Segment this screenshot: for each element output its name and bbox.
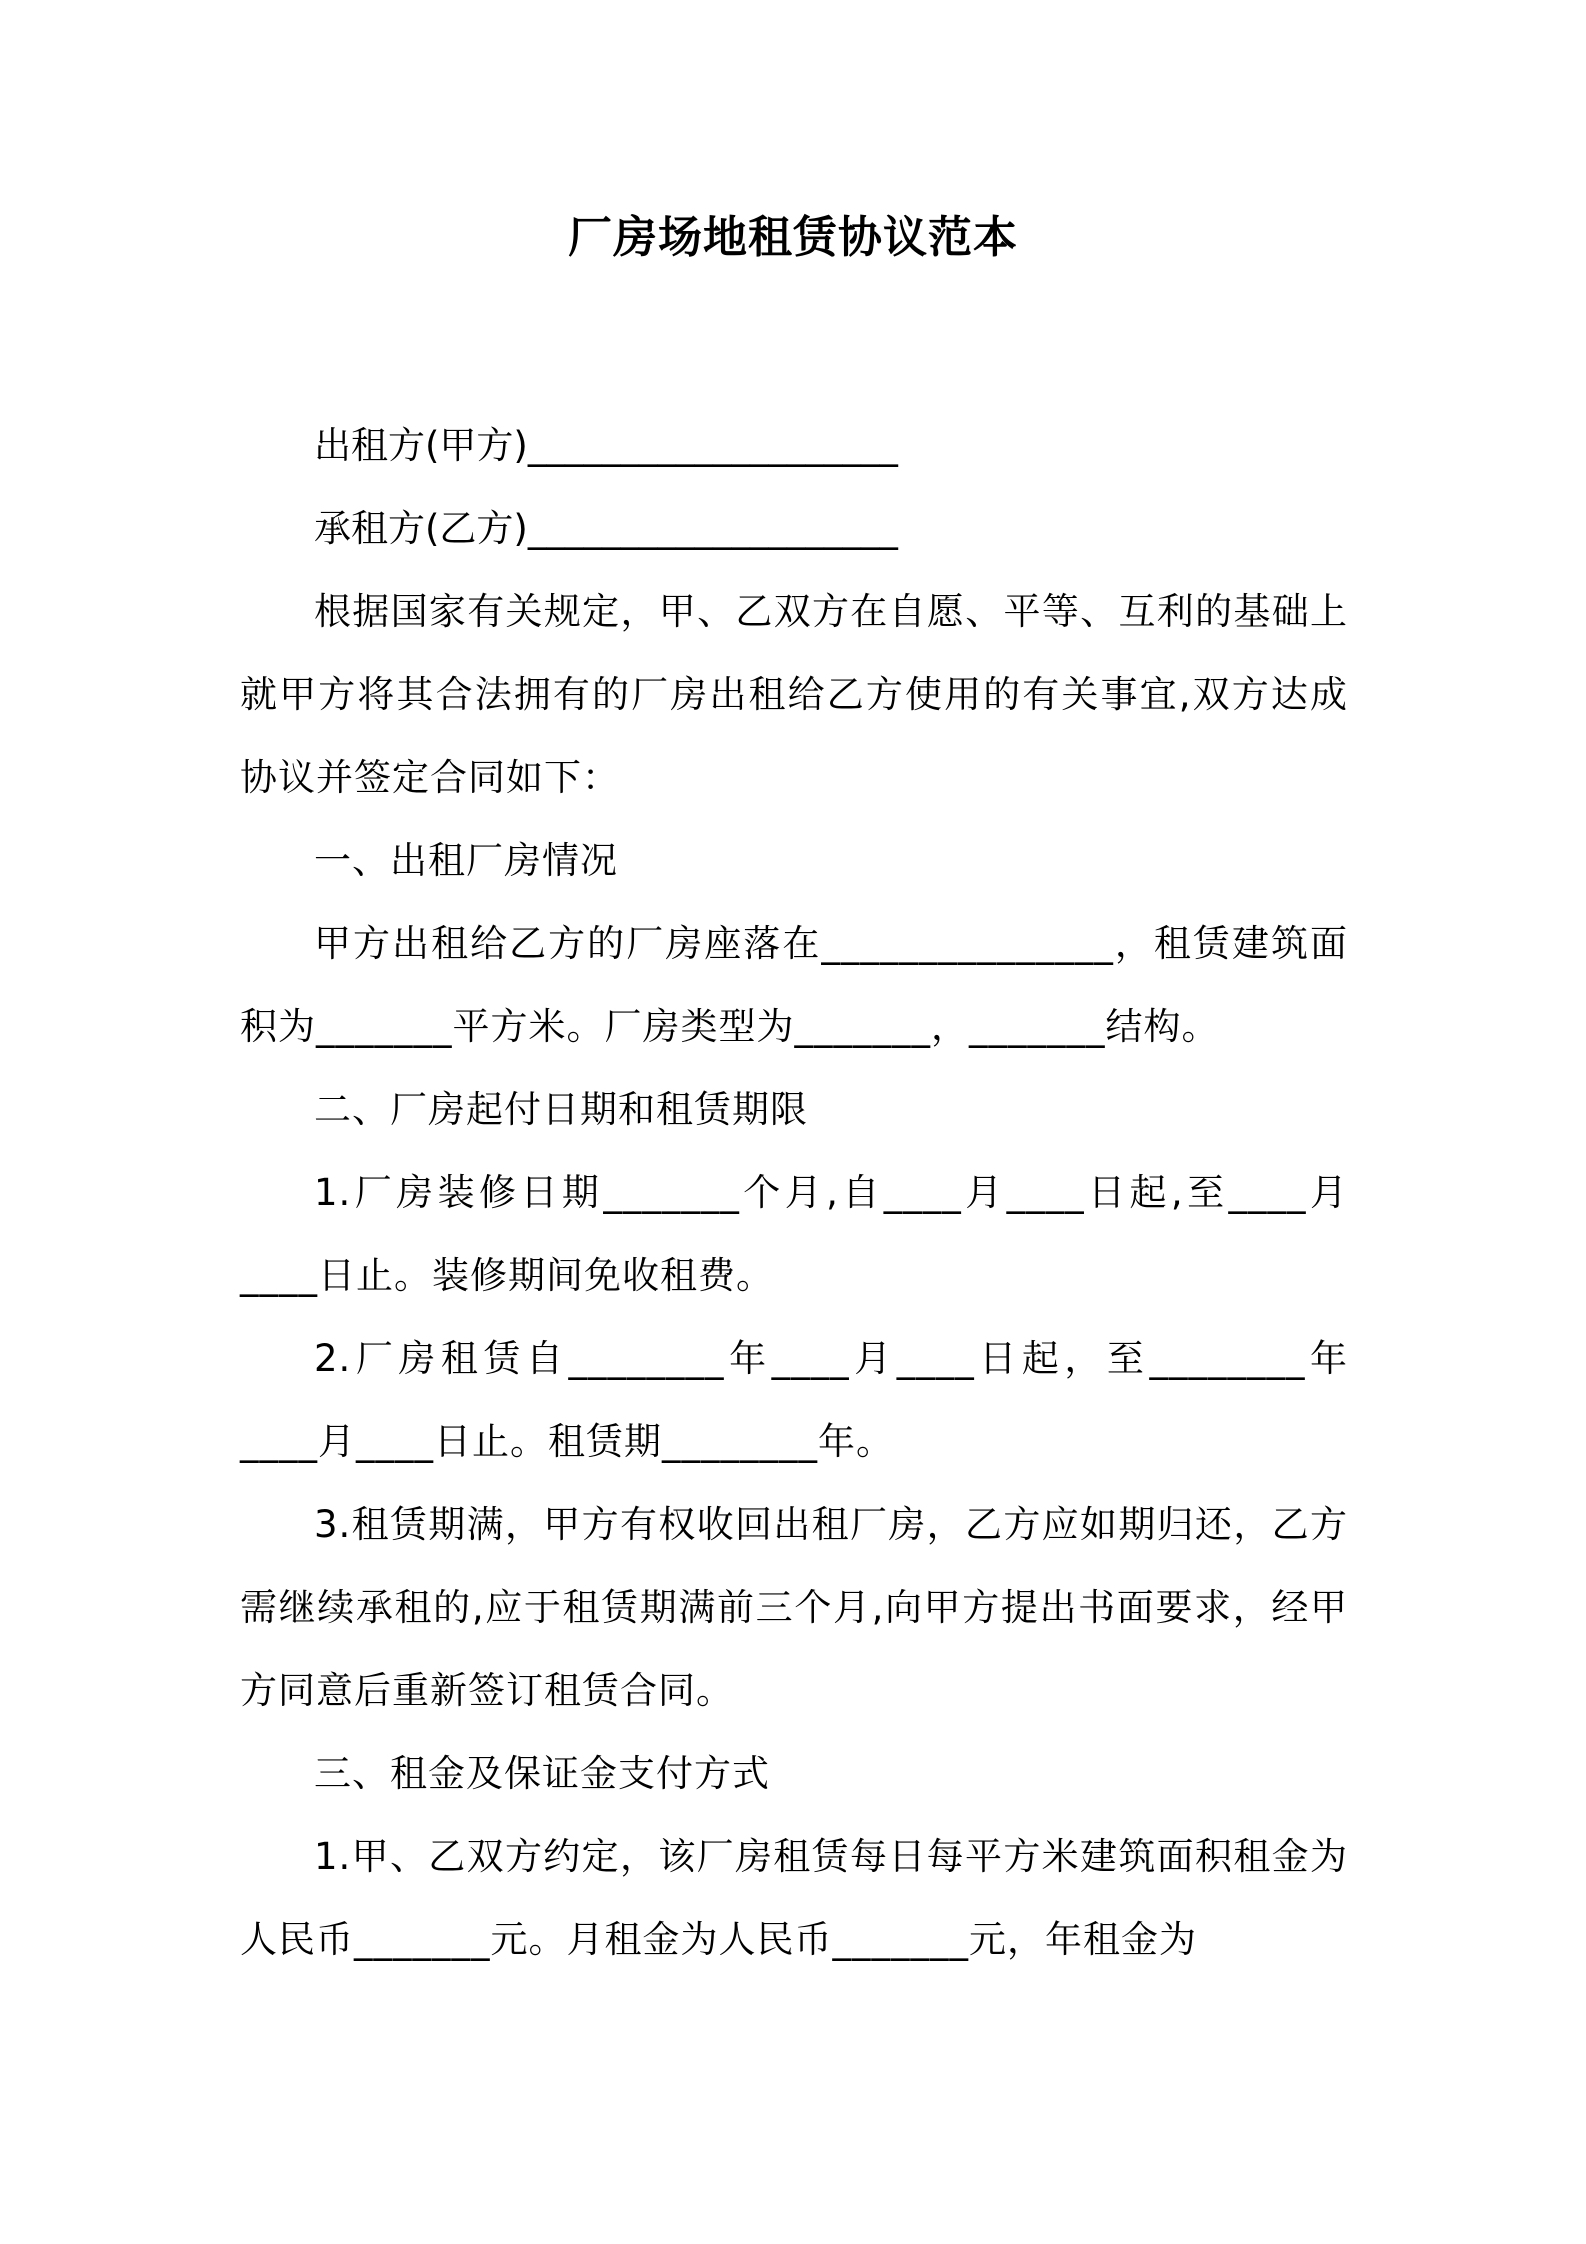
clause-2-2: 2.厂房租赁自________年____月____日起，至________年____月____日止。租赁期________年。 [240, 1337, 1348, 1463]
section-heading-3: 三、租金及保证金支付方式 [314, 1752, 770, 1795]
clause-3-1: 1.甲、乙双方约定，该厂房租赁每日每平方米建筑面积租金为人民币_______元。月租金为人民币_______元，年租金为 [240, 1835, 1348, 1961]
section-heading-2: 二、厂房起付日期和租赁期限 [314, 1088, 808, 1131]
lessee-line: 承租方(乙方)____________________ [314, 507, 898, 550]
section-1-paragraph: 甲方出租给乙方的厂房座落在_______________，租赁建筑面积为_______平方米。厂房类型为_______，_______结构。 [240, 922, 1348, 1048]
document-body [240, 404, 1348, 1981]
clause-2-3: 3.租赁期满，甲方有权收回出租厂房，乙方应如期归还，乙方需继续承租的,应于租赁期满前三个月,向甲方提出书面要求，经甲方同意后重新签订租赁合同。 [240, 1503, 1348, 1712]
section-heading-1: 一、出租厂房情况 [314, 839, 618, 882]
clause-2-1: 1.厂房装修日期_______个月,自____月____日起,至____月____日止。装修期间免收租费。 [240, 1171, 1348, 1297]
document-title: 厂房场地租赁协议范本 [568, 212, 1018, 263]
preamble-paragraph: 根据国家有关规定，甲、乙双方在自愿、平等、互利的基础上就甲方将其合法拥有的厂房出租给乙方使用的有关事宜,双方达成协议并签定合同如下： [240, 590, 1348, 799]
lessor-line: 出租方(甲方)____________________ [314, 424, 898, 467]
